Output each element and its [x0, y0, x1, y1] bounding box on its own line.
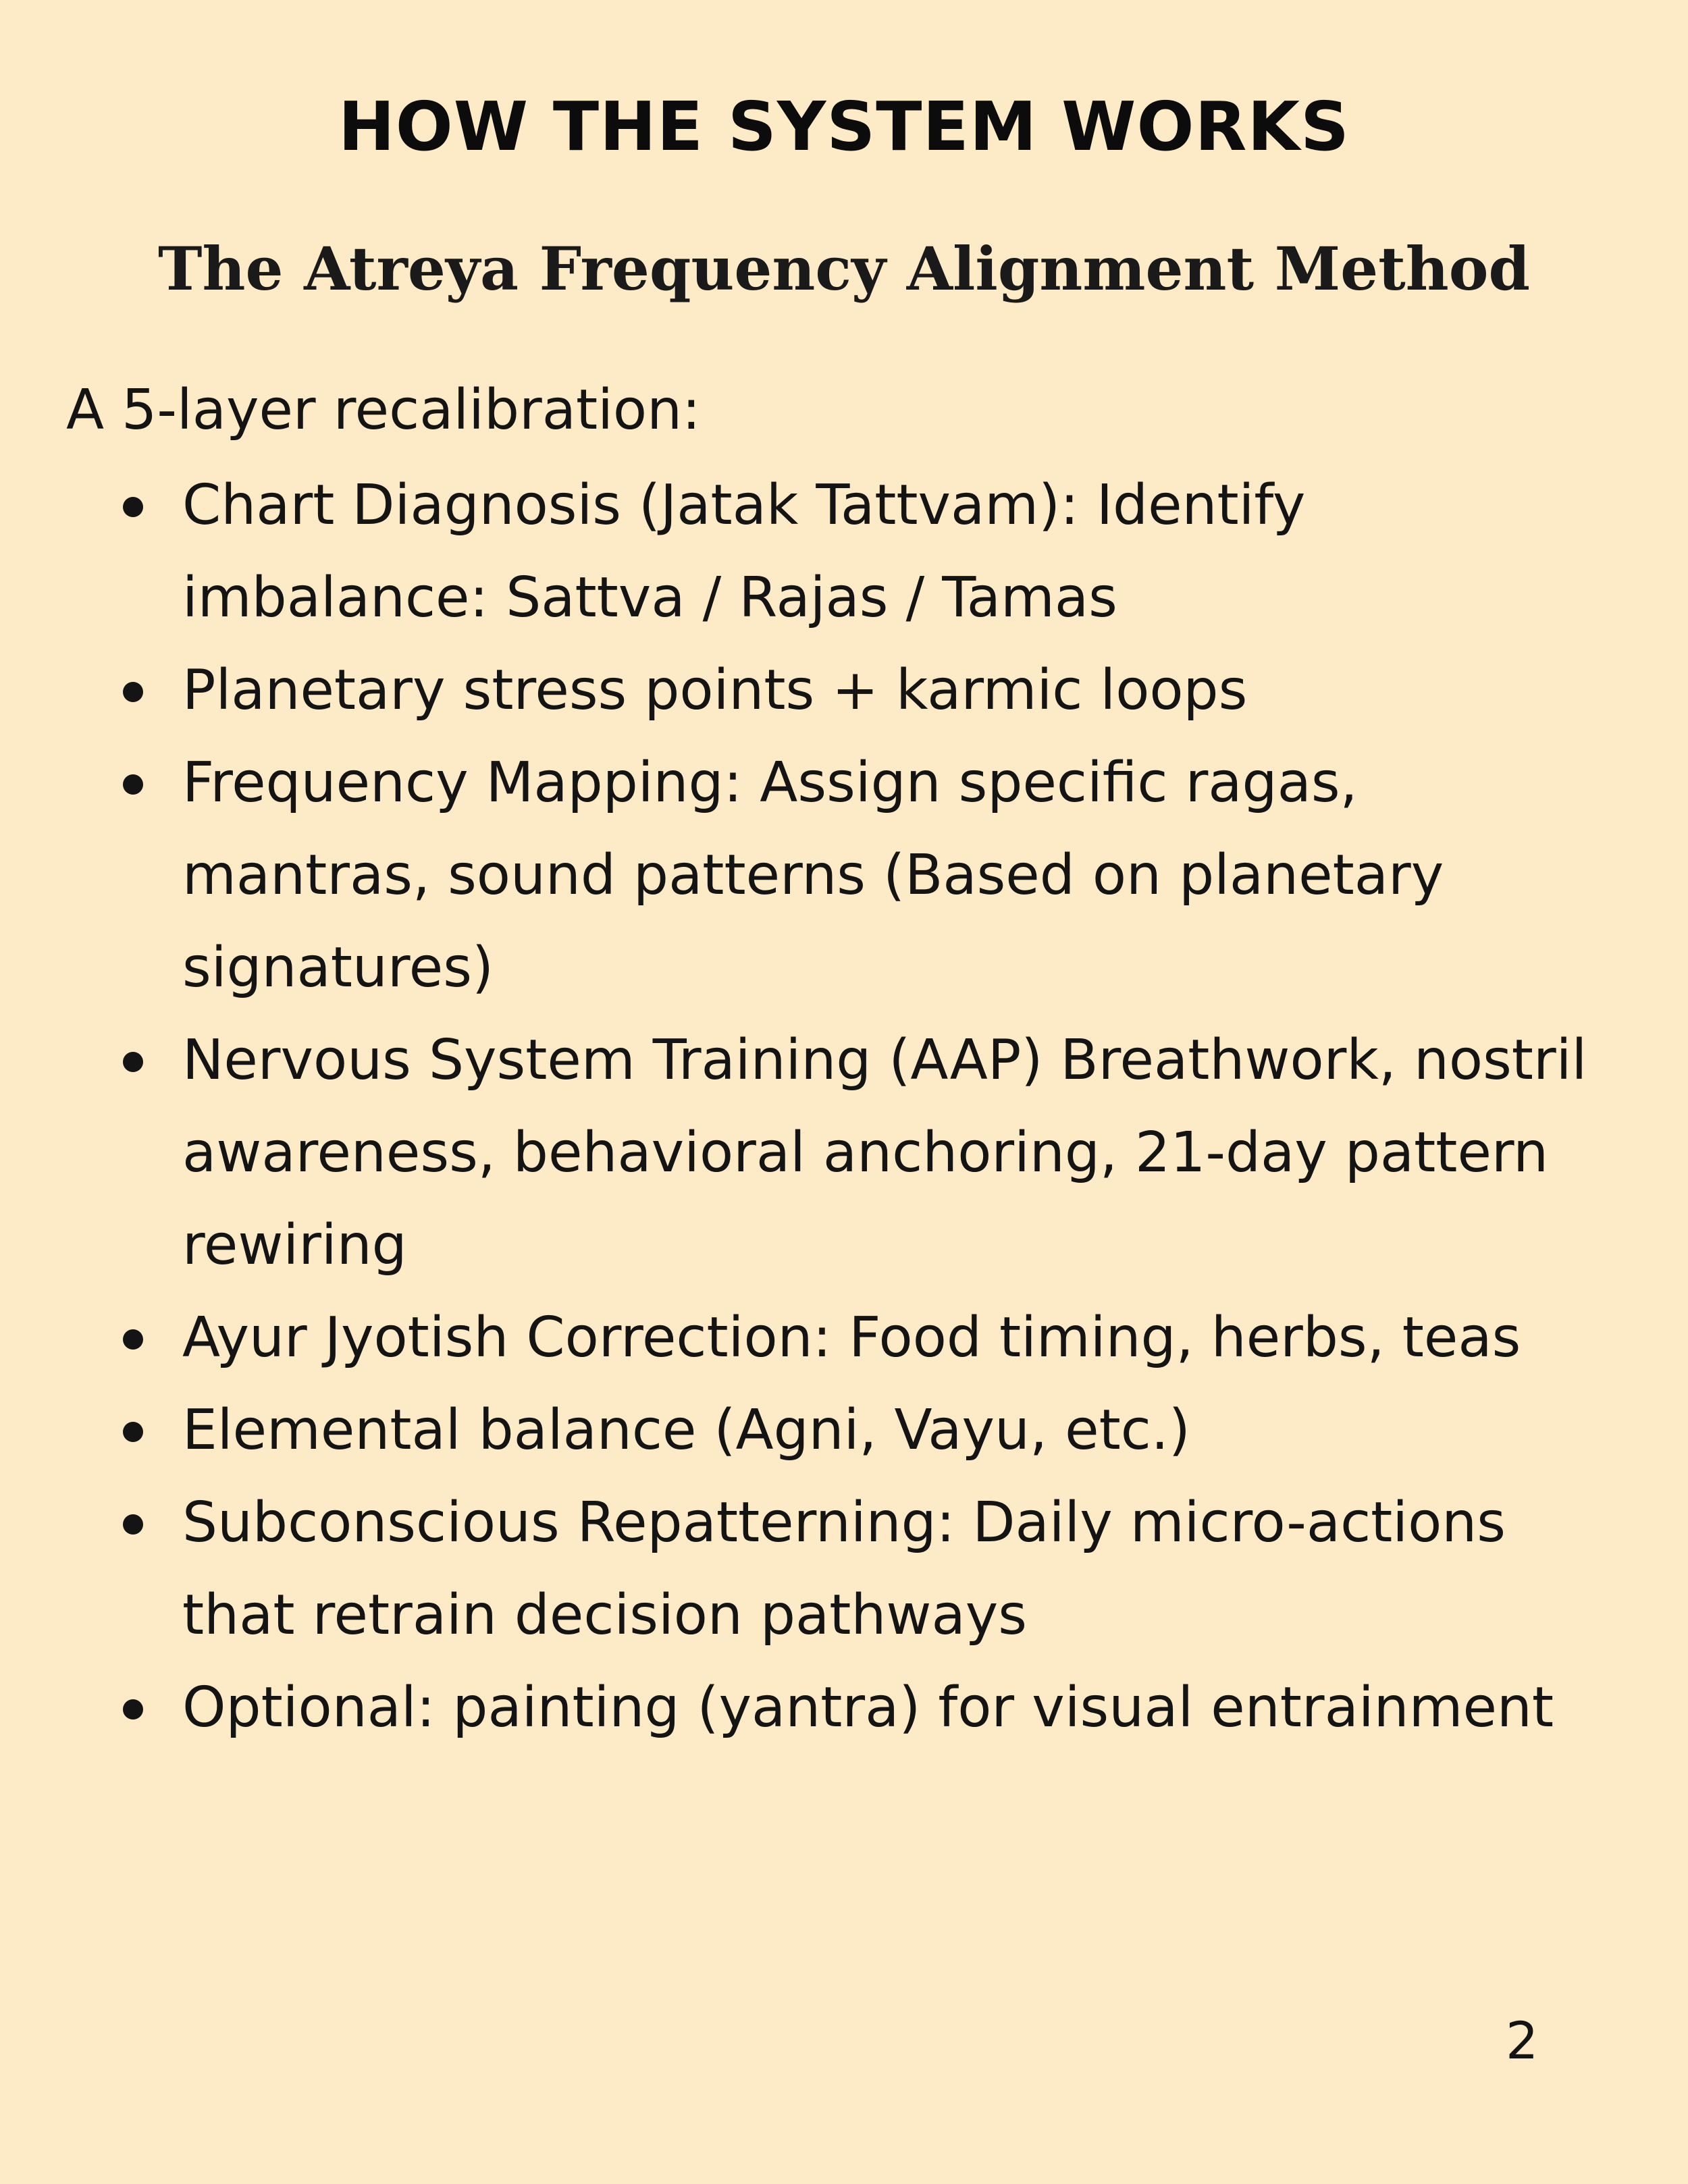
bullet-icon [123, 1422, 143, 1442]
list-item-text: Optional: painting (yantra) for visual entrainment [182, 1676, 1554, 1740]
bullet-icon [123, 682, 143, 702]
list-item [116, 644, 1622, 737]
list-item [116, 1476, 1622, 1661]
bullet-icon [123, 774, 143, 795]
bullet-icon [123, 1052, 143, 1072]
list-item-text: Chart Diagnosis (Jatak Tattvam): Identify imbalance: Sattva / Rajas / Tamas [182, 473, 1306, 630]
bullet-list [116, 459, 1622, 1754]
list-item-text: Nervous System Training (AAP) Breathwork, nostril awareness, behavioral anchoring, 21-day pattern rewiring [182, 1028, 1587, 1277]
page-number: 2 [1506, 2010, 1539, 2071]
list-item [116, 459, 1622, 644]
bullet-icon [123, 1514, 143, 1535]
list-item [116, 737, 1622, 1014]
list-item-text: Elemental balance (Agni, Vayu, etc.) [182, 1398, 1190, 1462]
list-item [116, 1291, 1622, 1384]
bullet-icon [123, 1699, 143, 1720]
page-title: HOW THE SYSTEM WORKS [338, 87, 1350, 166]
bullet-icon [123, 497, 143, 517]
bullet-icon [123, 1329, 143, 1350]
list-item [116, 1661, 1622, 1754]
list-item [116, 1014, 1622, 1291]
page-subtitle: The Atreya Frequency Alignment Method [158, 234, 1530, 304]
intro-text: A 5-layer recalibration: [66, 378, 701, 442]
list-item [116, 1384, 1622, 1476]
list-item-text: Ayur Jyotish Correction: Food timing, herbs, teas [182, 1306, 1521, 1370]
list-item-text: Planetary stress points + karmic loops [182, 658, 1248, 722]
list-item-text: Subconscious Repatterning: Daily micro-actions that retrain decision pathways [182, 1491, 1506, 1647]
list-item-text: Frequency Mapping: Assign specific ragas, mantras, sound patterns (Based on planetary signatures) [182, 751, 1444, 1000]
